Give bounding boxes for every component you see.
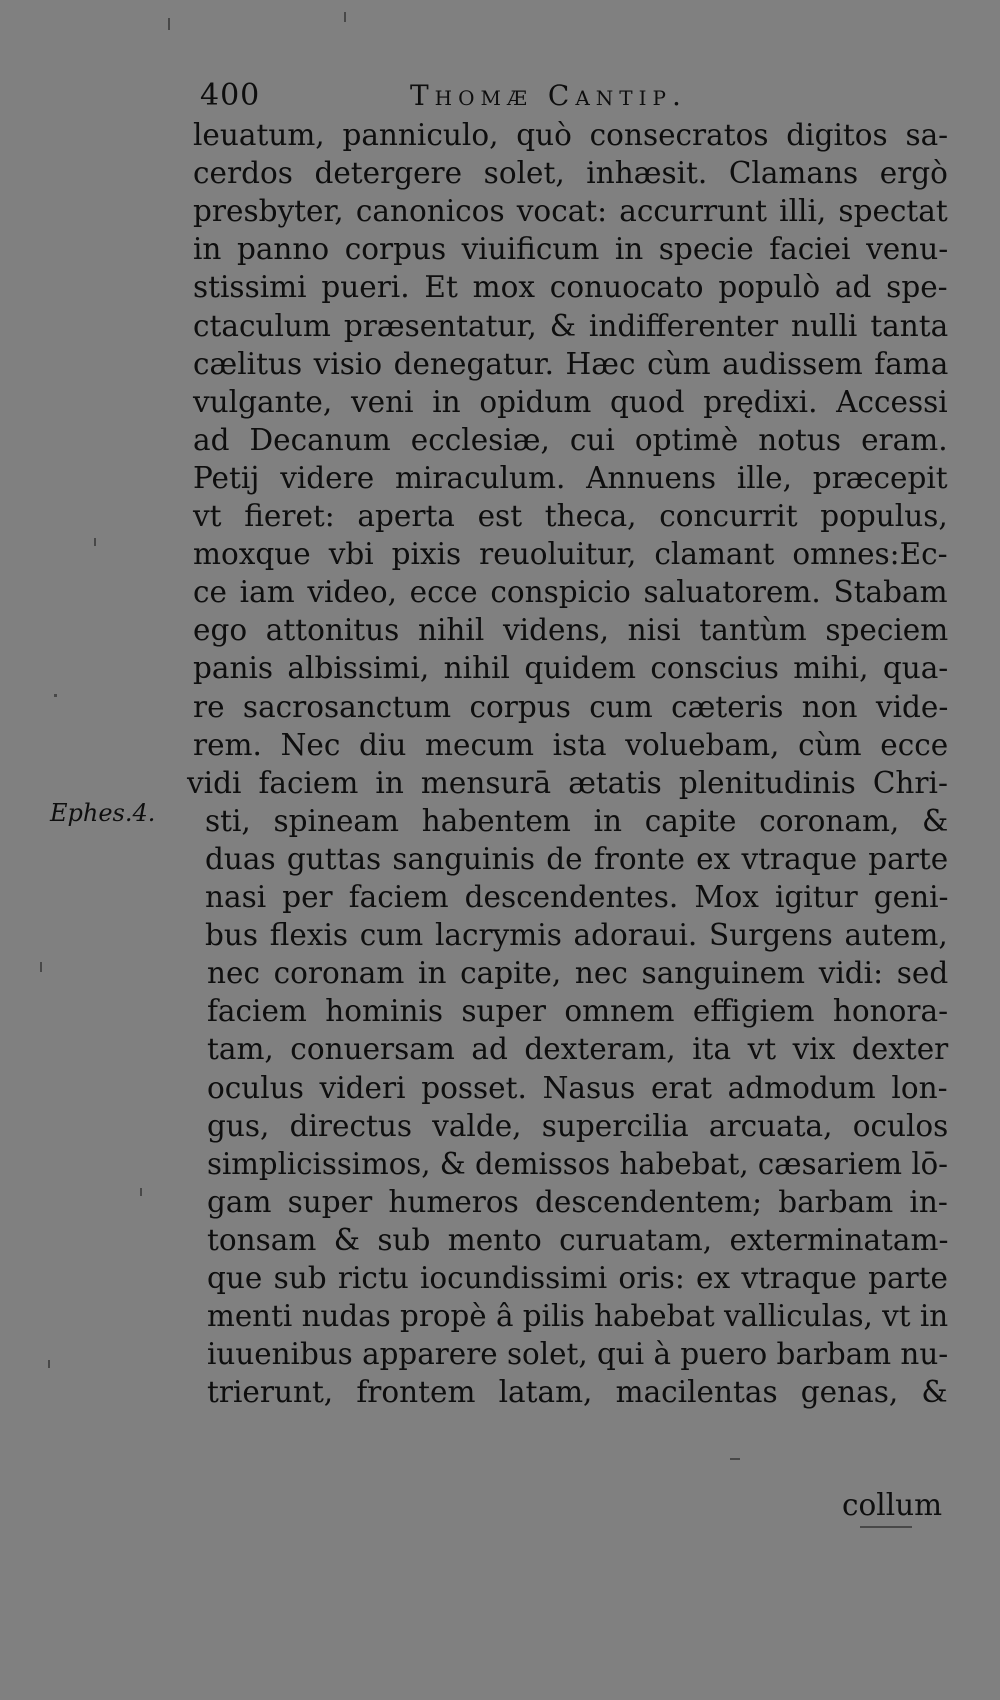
- text-line: trierunt, frontem latam, macilentas genas, &: [207, 1375, 948, 1410]
- text-line: leuatum, panniculo, quò consecratos digitos sa-: [193, 118, 949, 152]
- text-line: panis albissimi, nihil quidem conscius mihi, qua-: [193, 651, 949, 686]
- text-line: gam super humeros descendentem; barbam in-: [207, 1184, 948, 1219]
- text-line: sti, spineam habentem in capite coronam, &: [205, 803, 949, 838]
- text-line: vt fieret: aperta est theca, concurrit populus,: [193, 499, 948, 533]
- text-line: re sacrosanctum corpus cum cæteris non vide-: [193, 689, 949, 724]
- scan-speck: [48, 1360, 50, 1368]
- text-line: vulgante, veni in opidum quod prędixi. Accessi: [193, 384, 948, 419]
- scan-speck: [40, 962, 42, 972]
- running-title: Thomæ Cantip.: [410, 79, 687, 112]
- text-line: in panno corpus viuificum in specie faciei venu-: [193, 232, 949, 267]
- text-line: menti nudas propè â pilis habebat valliculas, vt in: [207, 1299, 949, 1334]
- text-line: nasi per faciem descendentes. Mox igitur geni-: [205, 880, 949, 914]
- text-line: faciem hominis super omnem effigiem honora-: [207, 994, 949, 1029]
- margin-note: Ephes.4.: [50, 799, 156, 827]
- scan-speck: [344, 12, 346, 22]
- text-line: iuuenibus apparere solet, qui à puero barbam nu-: [207, 1337, 949, 1372]
- page-number: 400: [200, 78, 261, 113]
- text-line: presbyter, canonicos vocat: accurrunt illi, spectat: [193, 194, 948, 229]
- text-line: ad Decanum ecclesiæ, cui optimè notus eram.: [193, 422, 948, 457]
- text-line: rem. Nec diu mecum ista voluebam, cùm ecce: [193, 727, 949, 762]
- text-line: bus flexis cum lacrymis adoraui. Surgens autem,: [205, 918, 948, 953]
- scan-speck: [94, 538, 96, 546]
- text-line: que sub rictu iocundissimi oris: ex vtraque parte: [207, 1261, 948, 1295]
- scan-speck: [140, 1188, 142, 1196]
- text-line: ctaculum præsentatur, & indifferenter nulli tanta: [193, 308, 949, 343]
- text-line: stissimi pueri. Et mox conuocato populò ad spe-: [193, 270, 948, 305]
- text-line: Petij videre miraculum. Annuens ille, præcepit: [193, 460, 948, 495]
- text-line: nec coronam in capite, nec sanguinem vidi: sed: [207, 956, 949, 991]
- scan-speck: [730, 1458, 740, 1460]
- text-line: cælitus visio denegatur. Hæc cùm audissem fama: [193, 346, 949, 381]
- text-line: moxque vbi pixis reuoluitur, clamant omnes:Ec-: [193, 537, 948, 572]
- text-line: tam, conuersam ad dexteram, ita vt vix dexter: [207, 1032, 949, 1067]
- scan-speck: [860, 1526, 912, 1528]
- text-line: oculus videri posset. Nasus erat admodum lon-: [207, 1070, 948, 1105]
- text-line: ce iam video, ecce conspicio saluatorem. Stabam: [193, 575, 948, 610]
- text-line: vidi faciem in mensurā ætatis plenitudinis Chri-: [187, 765, 948, 800]
- catchword: collum: [842, 1488, 943, 1522]
- scan-speck: [168, 18, 170, 30]
- text-line: ego attonitus nihil videns, nisi tantùm speciem: [193, 613, 949, 648]
- scan-speck: [54, 694, 57, 697]
- text-line: gus, directus valde, supercilia arcuata, oculos: [207, 1108, 949, 1143]
- page-header: [200, 76, 940, 120]
- text-line: cerdos detergere solet, inhæsit. Clamans ergò: [193, 156, 948, 191]
- text-line: simplicissimos, & demissos habebat, cæsariem lō-: [207, 1146, 949, 1181]
- text-line: tonsam & sub mento curuatam, exterminatam-: [207, 1222, 949, 1257]
- text-line: duas guttas sanguinis de fronte ex vtraque parte: [205, 841, 949, 876]
